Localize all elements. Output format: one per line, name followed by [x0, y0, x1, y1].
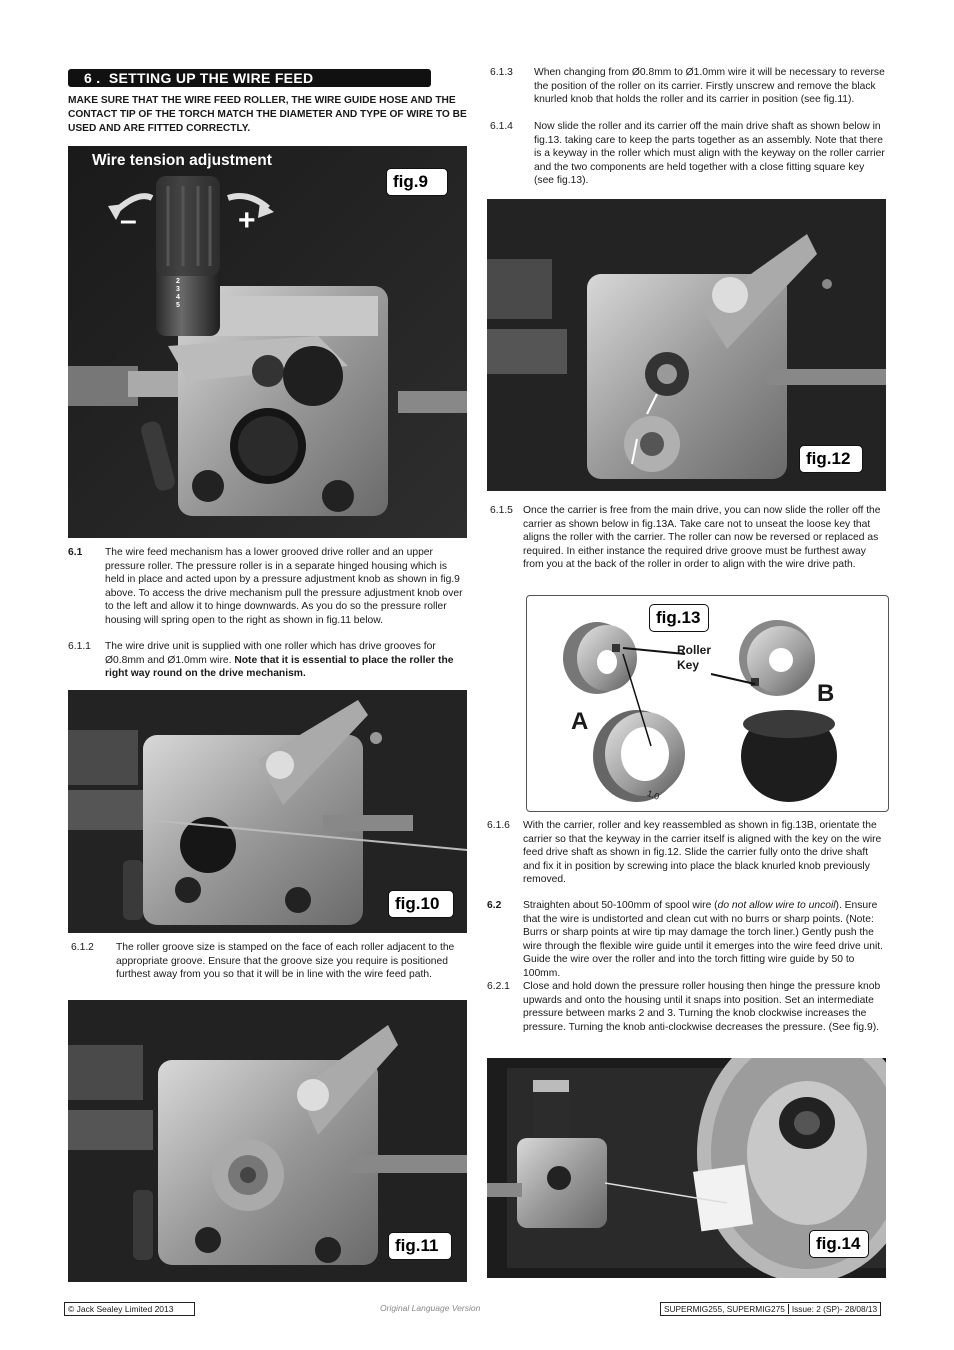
para-6-1-number: 6.1	[68, 547, 83, 558]
para-6-1-4-text: Now slide the roller and its carrier off the main drive shaft as shown below in fig.13. taking care to keep the parts together as an assembly. Note that there is a keyway in the roller which must align with the keyway on the roller carrier and the two components are held together with a close fitting square key (see fig.13).	[534, 121, 885, 187]
footer-models: SUPERMIG255, SUPERMIG275	[664, 1304, 785, 1314]
para-6-1-4	[487, 120, 887, 190]
para-6-1-4-number: 6.1.4	[490, 121, 513, 132]
part-a-label: A	[571, 708, 589, 735]
para-6-1-6-number: 6.1.6	[487, 820, 510, 831]
section-header	[68, 69, 431, 87]
para-6-1	[68, 546, 468, 642]
footer-issue: Issue: 2 (SP)- 28/08/13	[788, 1304, 880, 1314]
figure-14	[487, 1058, 886, 1278]
figure-9-label: fig.9	[386, 168, 448, 196]
para-6-1-1-body	[105, 640, 465, 681]
pressure-mark-2: 2	[176, 278, 180, 285]
figure-13	[526, 595, 889, 812]
para-6-2-1-number: 6.2.1	[487, 981, 510, 992]
para-6-1-text: The wire feed mechanism has a lower grooved drive roller and an upper pressure roller. The pressure roller is in a separate hinged housing which is held in place and acted upon by a pressure adjustment knob as shown in fig.9 above. To access the drive mechanism pull the pressure adjustment knob over to the left and allow it to hinge downwards. As you do so the pressure roller housing will spring open to the right as shown in fig.11 below.	[105, 547, 463, 626]
para-6-2-body	[523, 899, 885, 981]
pressure-mark-3: 3	[176, 286, 180, 293]
para-6-2-number: 6.2	[487, 900, 502, 911]
figure-9	[68, 146, 467, 538]
para-6-1-6	[487, 819, 887, 889]
section-number: 6 .	[84, 70, 101, 86]
para-6-2-italic: do not allow wire to uncoil	[717, 900, 836, 911]
figure-10-label: fig.10	[388, 890, 454, 918]
para-6-1-1-note: Note that it is essential to place the roller the right way round on the drive mechanism.	[105, 654, 454, 680]
figure-10	[68, 690, 467, 933]
figure-13-label: fig.13	[649, 604, 709, 632]
para-6-1-5	[487, 504, 887, 588]
plus-symbol: +	[238, 204, 256, 237]
para-6-1-2-number: 6.1.2	[71, 942, 94, 953]
para-6-1-5-number: 6.1.5	[490, 505, 513, 516]
para-6-1-3	[487, 66, 887, 122]
para-6-1-2-text: The roller groove size is stamped on the face of each roller adjacent to the appropriate groove. Ensure that the groove size you require is positioned furthest away from you so that it will be in line with the wire feed path.	[116, 942, 455, 981]
footer-model-issue	[660, 1302, 881, 1316]
para-6-1-1-text: The wire drive unit is supplied with one roller which has drive grooves for Ø0.8mm and Ø1.0mm wire.	[105, 641, 436, 666]
figure-11	[68, 1000, 467, 1282]
para-6-1-1	[68, 640, 468, 682]
figure-11-label: fig.11	[388, 1232, 452, 1260]
figure-12	[487, 199, 886, 491]
size-mark: 1.0	[645, 788, 661, 802]
para-6-1-3-number: 6.1.3	[490, 67, 513, 78]
para-6-2-post: ). Ensure that the wire is undistorted and clean cut with no burrs or sharp points. (Note: Burrs or sharp points at wire tip may damage the torch liner.) Gently push the wire through the flexible wire guide until it emerges into the wire feed drive unit. Guide the wire over the roller and into the torch fitting wire guide by 50 to 100mm.	[523, 900, 884, 979]
para-6-2-pre: Straighten about 50-100mm of spool wire (	[523, 900, 718, 911]
pressure-mark-4: 4	[176, 294, 180, 301]
para-6-1-2	[68, 941, 468, 997]
section-title: SETTING UP THE WIRE FEED	[108, 70, 314, 86]
para-6-1-5-text: Once the carrier is free from the main drive, you can now slide the roller off the carrier as shown below in fig.13A. Take care not to unseat the loose key that aligns the roller with the carrier. The roller can now be reversed or replaced as required. In either instance the required drive groove must be furthest away from you at the back of the roller in order to align with the wire drive path.	[523, 505, 881, 571]
para-6-1-1-number: 6.1.1	[68, 641, 91, 652]
minus-symbol: –	[120, 204, 137, 237]
para-6-2-1	[487, 980, 887, 1050]
figure-12-label: fig.12	[799, 445, 863, 473]
part-b-label: B	[817, 680, 835, 707]
footer-language-version: Original Language Version	[380, 1303, 481, 1313]
para-6-2-1-text: Close and hold down the pressure roller housing then hinge the pressure knob upwards and onto the housing until it snaps into position. Set an intermediate pressure between marks 2 and 3. Turning the knob clockwise increases the pressure. Turning the knob anti-clockwise decreases the pressure. (See fig.9).	[523, 981, 881, 1033]
pressure-mark-5: 5	[176, 302, 180, 309]
pressure-marks	[176, 278, 180, 310]
para-6-2	[487, 899, 887, 983]
para-6-1-6-text: With the carrier, roller and key reassembled as shown in fig.13B, orientate the carrier so that the keyway in the carrier itself is aligned with the key on the wire feed drive shaft as shown in fig.12. Slide the carrier fully onto the drive shaft and fix it in position by screwing into place the black knurled knob previously removed.	[523, 820, 882, 886]
footer-copyright: © Jack Sealey Limited 2013	[64, 1302, 195, 1316]
warning-text: MAKE SURE THAT THE WIRE FEED ROLLER, THE WIRE GUIDE HOSE AND THE CONTACT TIP OF THE TORCH MATCH THE DIAMETER AND TYPE OF WIRE TO BE USED AND ARE FITTED CORRECTLY.	[68, 95, 467, 134]
wire-tension-title: Wire tension adjustment	[92, 152, 272, 169]
roller-key-callout: Roller Key	[677, 643, 712, 672]
para-6-1-3-text: When changing from Ø0.8mm to Ø1.0mm wire it will be necessary to reverse the position of the roller on its carrier. Firstly unscrew and remove the black knurled knob that holds the roller and its carrier in position (see fig.11).	[534, 67, 885, 106]
figure-14-label: fig.14	[809, 1230, 869, 1258]
